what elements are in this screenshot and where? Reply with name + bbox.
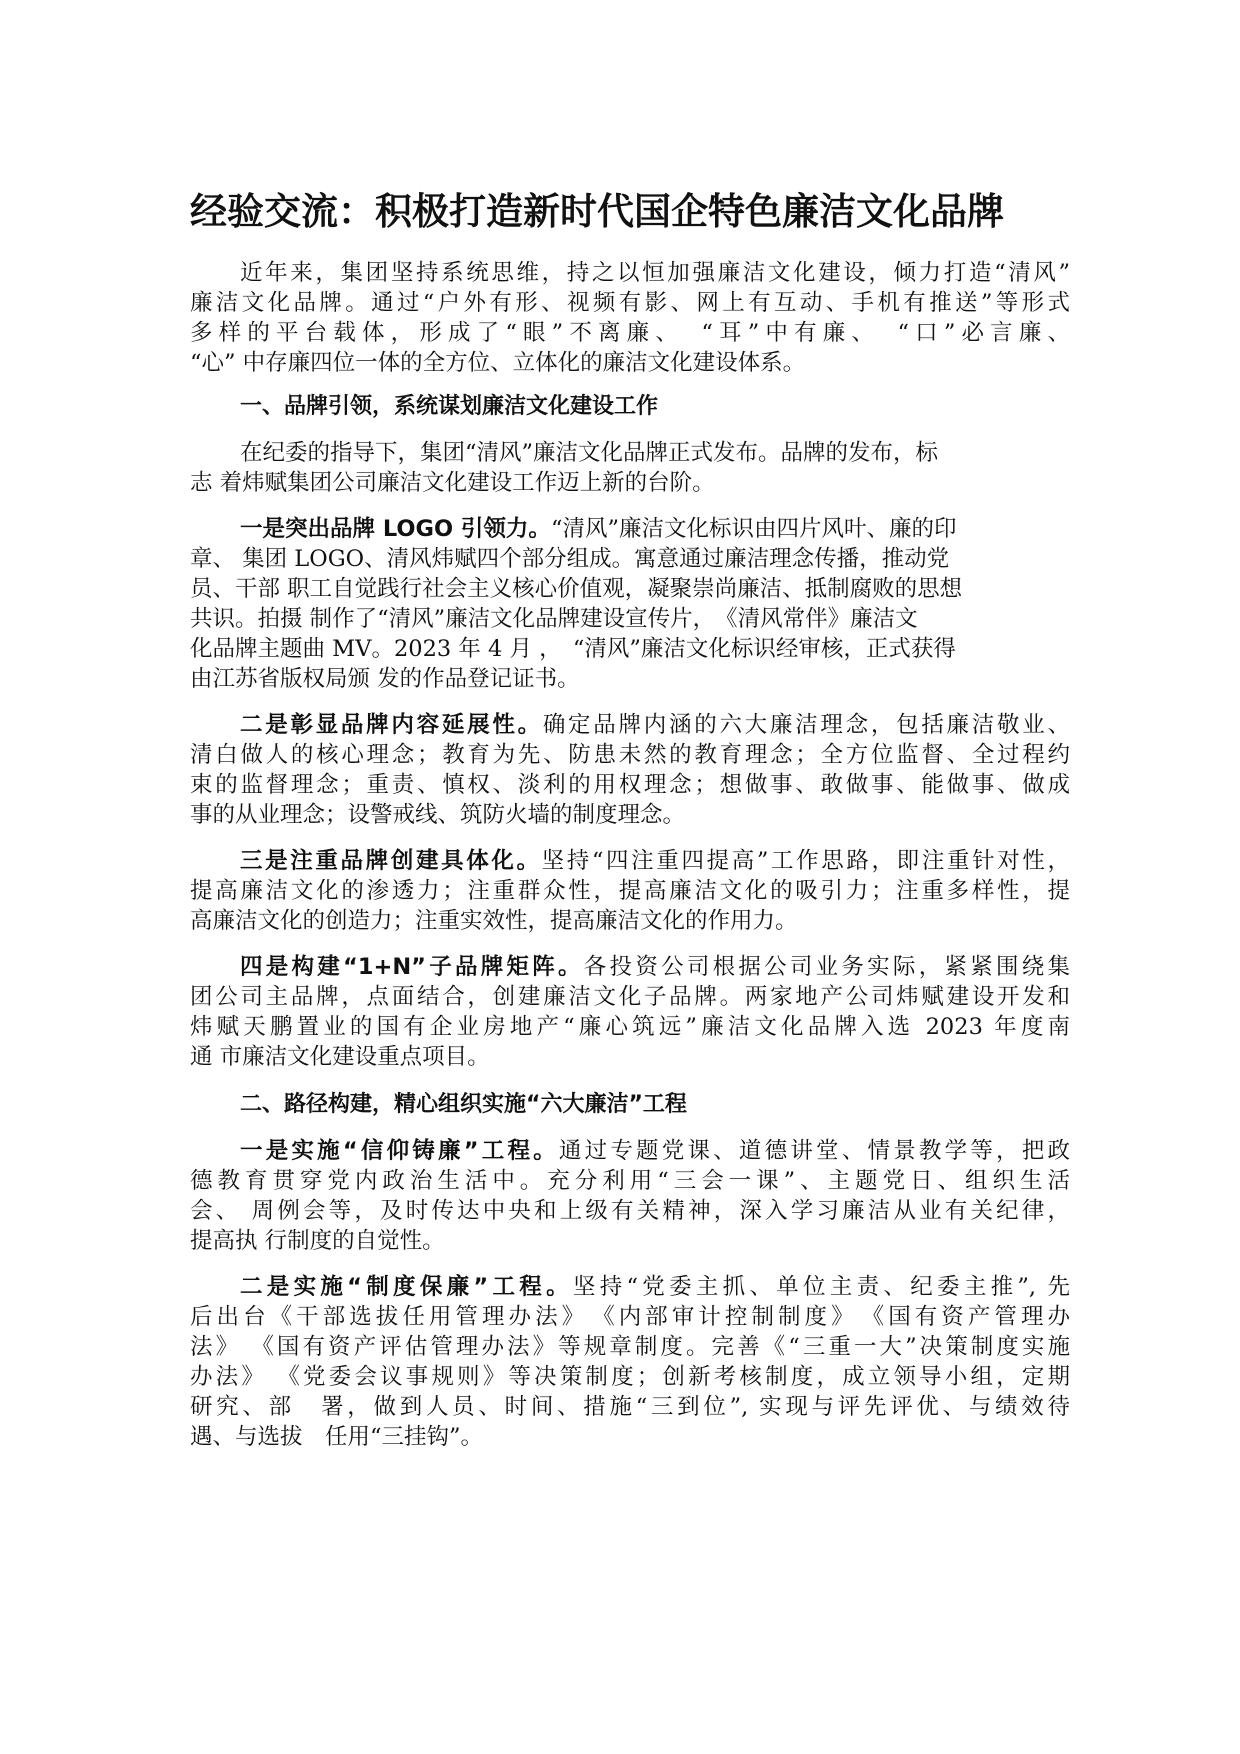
intro-line: 近年来，集团坚持系统思维，持之以恒加强廉洁文化建设，倾力打造“清风” [240,260,1070,286]
paragraph-lead: 三是注重品牌创建具体化。 [240,848,542,874]
section-heading: 二、路径构建，精心组织实施“六大廉洁”工程 [240,1092,687,1117]
paragraph-line: 清白做人的核心理念；教育为先、防患未然的教育理念；全方位监督、全过程约 [190,742,1070,768]
paragraph-line: 提高执 行制度的自觉性。 [190,1228,445,1254]
paragraph-lead: 二是实施“制度保廉”工程。 [240,1274,573,1300]
paragraph-line: 团公司主品牌，点面结合，创建廉洁文化子品牌。两家地产公司炜赋建设开发和 [190,984,1070,1010]
paragraph-line: 在纪委的指导下，集团“清风”廉洁文化品牌正式发布。品牌的发布，标 [240,440,939,466]
paragraph-line: 办法》 《党委会议事规则》等决策制度；创新考核制度，成立领导小组，定期 [190,1364,1070,1390]
paragraph-line: 由江苏省版权局颁 发的作品登记证书。 [190,666,580,692]
paragraph-text: 坚持“党委主抓、单位主责、纪委主推”, 先 [572,1274,1071,1300]
intro-line: 廉洁文化品牌。通过“户外有形、视频有影、网上有互动、手机有推送”等形式 [190,290,1070,316]
intro-line: “心” 中存廉四位一体的全方位、立体化的廉洁文化建设体系。 [190,350,806,376]
paragraph-line: 德教育贯穿党内政治生活中。充分利用“三会一课”、主题党日、组织生活 [190,1168,1070,1194]
paragraph-line: 通 市廉洁文化建设重点项目。 [190,1044,490,1070]
paragraph-line: 遇、与选拔 任用“三挂钩”。 [190,1424,484,1450]
paragraph-text: 确定品牌内涵的六大廉洁理念，包括廉洁敬业、 [542,712,1070,738]
paragraph-line: 束的监督理念；重责、慎权、淡利的用权理念；想做事、敢做事、能做事、做成 [190,772,1070,798]
paragraph-line: 化品牌主题曲 MV。2023 年 4 月 ， “清风”廉洁文化标识经审核，正式获得 [190,636,956,662]
paragraph-line: 后出台《干部选拔任用管理办法》 《内部审计控制制度》 《国有资产管理办 [190,1304,1070,1330]
paragraph-lead: 四是构建“1+N”子品牌矩阵。 [240,954,584,980]
document-title: 经验交流：积极打造新时代国企特色廉洁文化品牌 [190,190,1004,233]
paragraph-lead: 一是突出品牌 LOGO 引领力。 [240,516,551,542]
intro-line: 多样的平台载体，形成了“眼”不离廉、 “耳”中有廉、 “口”必言廉、 [190,320,1070,346]
paragraph-first-line [240,952,1070,982]
paragraph-line: 事的从业理念；设警戒线、筑防火墙的制度理念。 [190,802,686,828]
paragraph-line: 研究、部 署，做到人员、时间、措施“三到位”, 实现与评先评优、与绩效待 [190,1394,1070,1420]
paragraph-first-line [240,1136,1070,1166]
paragraph-first-line [240,710,1070,740]
section-heading: 一、品牌引领，系统谋划廉洁文化建设工作 [240,394,659,419]
paragraph-line: 员、干部 职工自觉践行社会主义核心价值观，凝聚崇尚廉洁、抵制腐败的思想 [190,576,963,602]
paragraph-first-line [240,514,1020,544]
paragraph-lead: 一是实施“信仰铸廉”工程。 [240,1138,559,1164]
paragraph-line: 志 着炜赋集团公司廉洁文化建设工作迈上新的台阶。 [190,470,715,496]
paragraph-line: 章、 集团 LOGO、清风炜赋四个部分组成。寓意通过廉洁理念传播，推动党 [190,546,950,572]
paragraph-line: 会、 周例会等，及时传达中央和上级有关精神，深入学习廉洁从业有关纪律， [190,1198,1070,1224]
paragraph-first-line [240,846,1070,876]
paragraph-text: 坚持“四注重四提高”工作思路，即注重针对性， [541,848,1070,874]
paragraph-line: 提高廉洁文化的渗透力；注重群众性，提高廉洁文化的吸引力；注重多样性，提 [190,878,1070,904]
paragraph-text: “清风”廉洁文化标识由四片风叶、廉的印 [550,516,957,542]
paragraph-lead: 二是彰显品牌内容延展性。 [240,712,543,738]
paragraph-text: 各投资公司根据公司业务实际，紧紧围绕集 [583,954,1070,980]
paragraph-line: 炜赋天鹏置业的国有企业房地产“廉心筑远”廉洁文化品牌入选 2023 年度南 [190,1014,1070,1040]
paragraph-text: 通过专题党课、道德讲堂、情景教学等，把政 [558,1138,1070,1164]
paragraph-line: 高廉洁文化的创造力；注重实效性，提高廉洁文化的作用力。 [190,908,798,934]
paragraph-line: 法》 《国有资产评估管理办法》等规章制度。完善《“三重一大”决策制度实施 [190,1334,1070,1360]
paragraph-first-line [240,1272,1070,1302]
paragraph-line: 共识。拍摄 制作了“清风”廉洁文化品牌建设宣传片， 《清风常伴》廉洁文 [190,606,918,632]
